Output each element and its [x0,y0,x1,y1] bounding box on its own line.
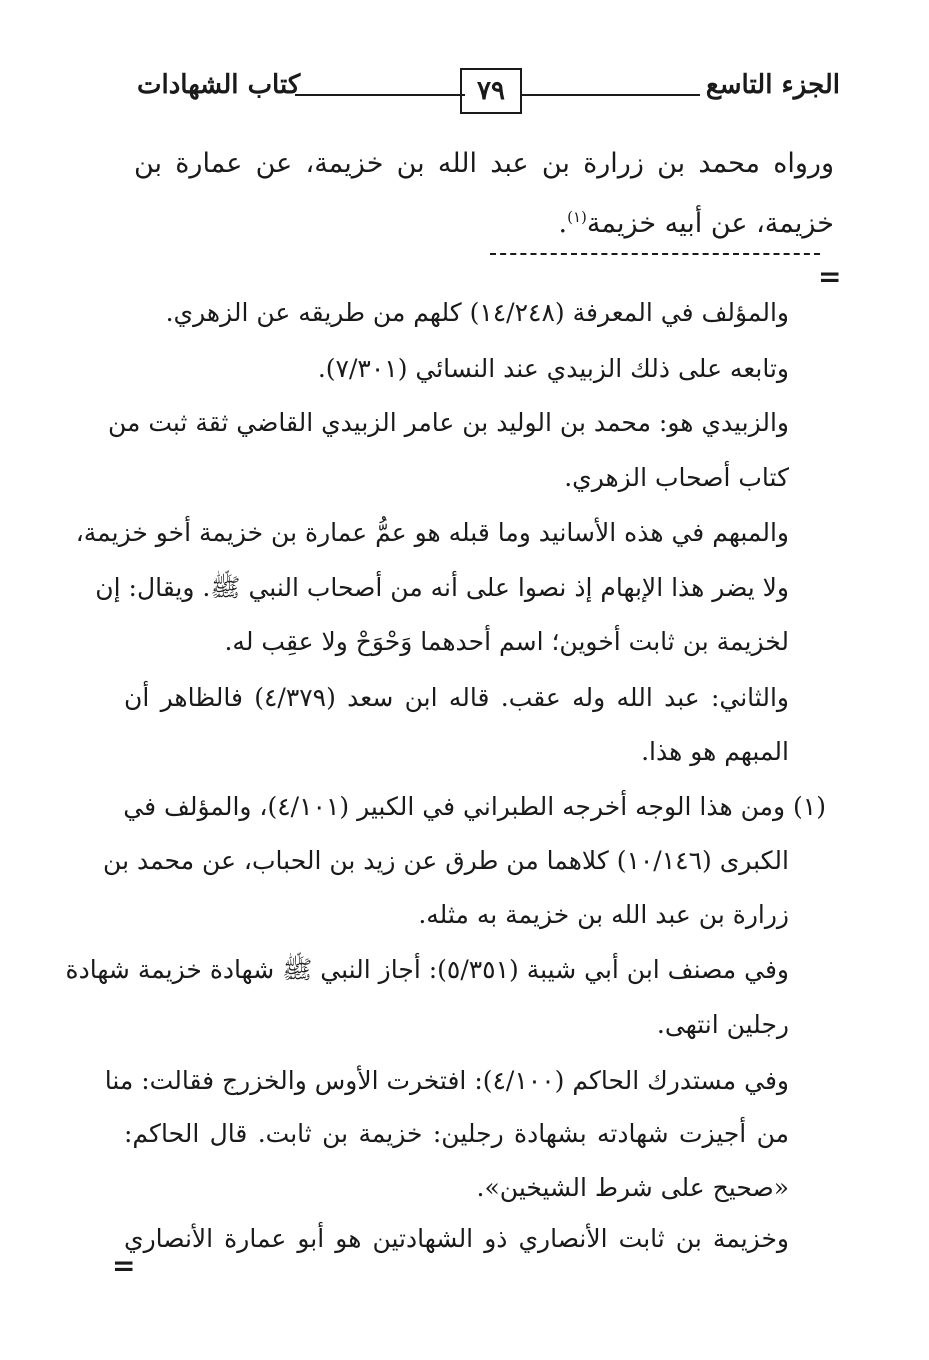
main-line-1: ورواه محمد بن زرارة بن عبد الله بن خزيمة، عن عمارة بن [134,148,834,179]
running-header [125,62,840,118]
footnote-line: وفي مستدرك الحاكم (٤/١٠٠): افتخرت الأوس والخزرج فقالت: منا [104,1066,789,1095]
footnote-line: وخزيمة بن ثابت الأنصاري ذو الشهادتين هو أبو عمارة الأنصاري [124,1224,789,1253]
footnote-line: الكبرى (١٠/١٤٦) كلاهما من طرق عن زيد بن الحباب، عن محمد بن [103,846,789,875]
footnote-line: وفي مصنف ابن أبي شيبة (٥/٣٥١): أجاز النبي ﷺ شهادة خزيمة شهادة [65,955,789,984]
footnote-line: رجلين انتهى. [656,1010,789,1039]
volume-title: الجزء التاسع [705,70,840,100]
footnote-line: من أجيزت شهادته بشهادة رجلين: خزيمة بن ثابت. قال الحاكم: [124,1119,789,1148]
book-title: كتاب الشهادات [137,70,301,100]
header-rule-left [295,94,465,96]
header-rule-right [520,94,700,96]
note-line: والثاني: عبد الله وله عقب. قاله ابن سعد (٤/٣٧٩) فالظاهر أن [124,683,789,712]
note-line: والزبيدي هو: محمد بن الوليد بن عامر الزبيدي القاضي ثقة ثبت من [107,408,789,437]
note-line: والمبهم في هذه الأسانيد وما قبله هو عمُّ عمارة بن خزيمة أخو خزيمة، [75,518,789,547]
footnote-line: (١) ومن هذا الوجه أخرجه الطبراني في الكبير (٤/١٠١)، والمؤلف في [123,792,826,821]
note-line: كتاب أصحاب الزهري. [564,463,789,492]
main-line-2 [558,208,834,240]
main-line-2-end: . [558,208,568,239]
note-line: والمؤلف في المعرفة (١٤/٢٤٨) كلهم من طريقه عن الزهري. [165,298,789,327]
footnote-separator [490,253,820,255]
note-line: ولا يضر هذا الإبهام إذ نصوا على أنه من أصحاب النبي ﷺ. ويقال: إن [95,573,789,602]
page-number-box [460,68,522,114]
footnote-line: «صحيح على شرط الشيخين». [476,1173,789,1202]
continuation-mark-top: = [818,260,842,293]
footnote-line: زرارة بن عبد الله بن خزيمة به مثله. [418,900,789,929]
footnote-marker: (١) [567,208,587,226]
note-line: وتابعه على ذلك الزبيدي عند النسائي (٧/٣٠١). [317,354,789,383]
continuation-mark-bottom: = [112,1249,136,1282]
page-number: ٧٩ [477,76,505,106]
note-line: المبهم هو هذا. [641,737,789,766]
note-line: لخزيمة بن ثابت أخوين؛ اسم أحدهما وَحْوَحْ ولا عقِب له. [224,627,789,656]
main-line-2-text: خزيمة، عن أبيه خزيمة [586,208,834,239]
